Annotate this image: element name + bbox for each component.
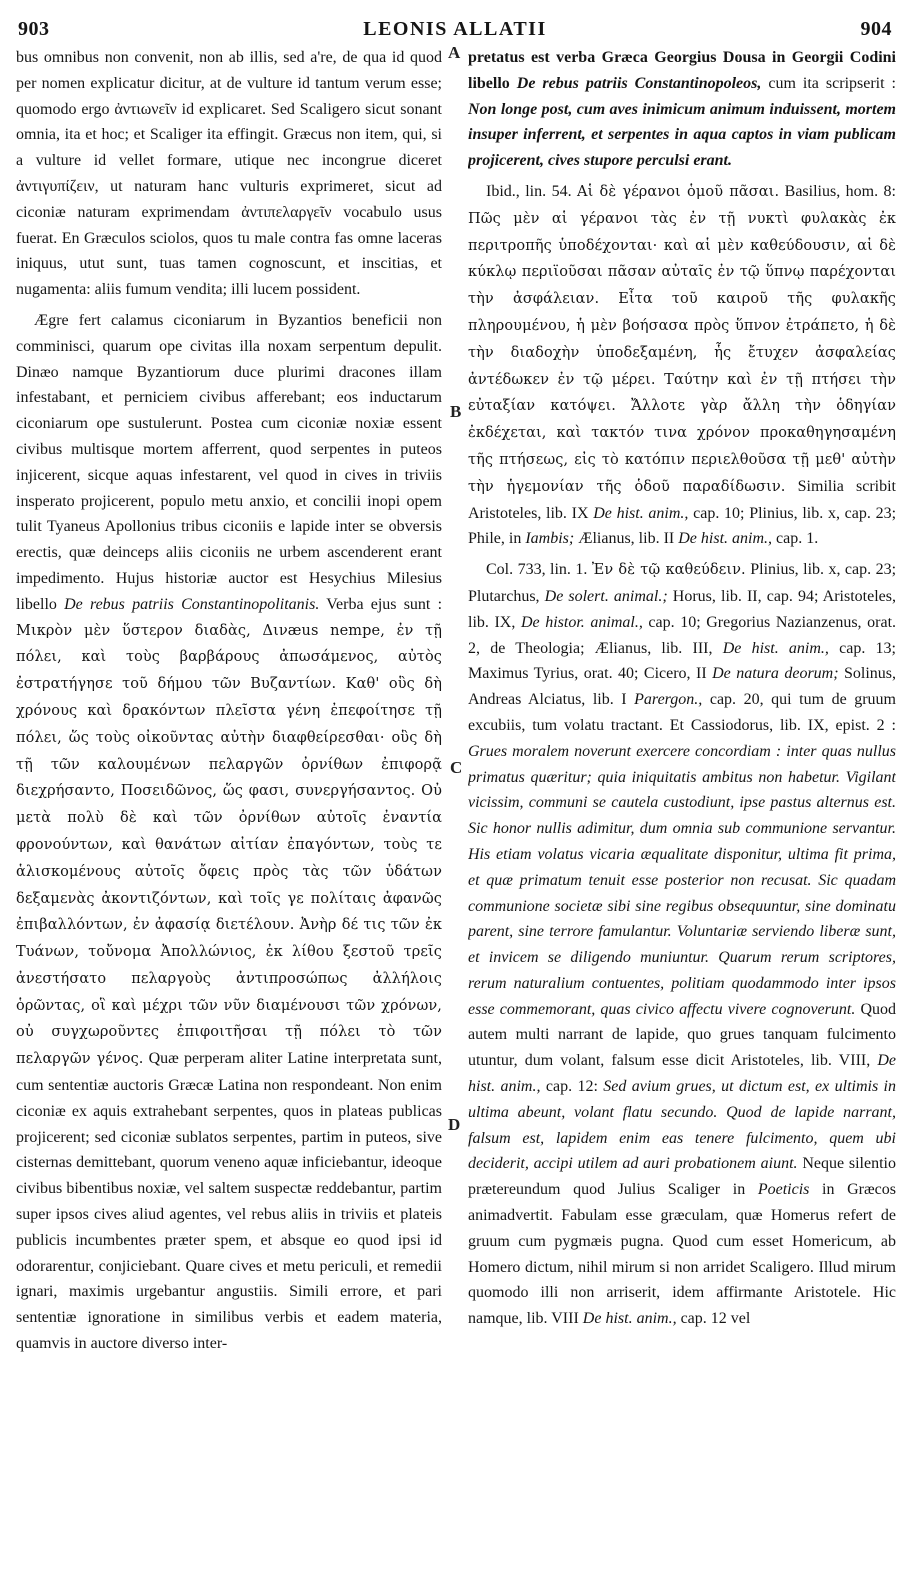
left-p2-verba: Verba ejus sunt : [326,595,442,613]
right-p3-aristotle-quote: Sed avium grues, ut dictum est, ex ultimis in ultima abeunt, volant flatu secundo. Quod de lapide narrant, falsum est, lapidem enim eas tenere fulcimento, quem ubi deciderit, accipi utilem ad auri probationem aiunt. [468,1078,896,1173]
right-p3-text-f: cap. 20, qui tum de gruum excubiis, tum volatu tractant. Et Cassiodorus, lib. IX, epist. 2 : [468,691,896,734]
right-p2-lemma: Αἱ δὲ γέρανοι ὁμοῦ πᾶσαι. [577,183,780,200]
left-p3-text: Quæ perperam aliter Latine interpretata sunt, cum sententiæ auctoris Græcæ Latina non respondeant. Non enim ciconiæ ex aquis extrahebant serpentes, quos in plateas publicas projicerent; sed ciconiæ sublatos serpentes, partim in puteos, sive cisternas demittebant, quorum veneno aquæ inficiebantur, ideoque civibus bibentibus noxiæ, vel saltem suspectæ reddebantur, partim super ipsos cives aliud agentes, vel rebus aliis in triviis et plateis publicis incumbentes præter spem, et absque eo quod ipsi id odorarentur, conjiciebant. Quare cives et metu periculi, et remedii ignari, maximis urgebantur angustiis. Simili errore, et pari sententiæ ignoratione in similibus verbis et eadem materia, quamvis in auctore diverso inter- [16,1050,442,1353]
right-p2-text-c: cap. 10; Plinius, lib. x, cap. 23; Phile, in [468,504,896,548]
right-p2-text-b: Similia scribit Aristoteles, lib. IX [468,477,896,522]
right-p2-ref: Ibid., lin. 54. [486,182,572,200]
right-p1-title: De rebus patriis Constantinopoleos, [516,74,762,92]
right-p3-title-2: De histor. animal., [520,613,643,631]
right-paragraph-1 [468,45,896,174]
right-p3-text-g: Quod autem multi narrant de lapide, quo grues tanquam fulcimento utuntur, dum volant, falsum esse dicit Aristoteles, lib. VIII, [468,1000,896,1070]
left-greek-quote: Μικρὸν μὲν ὕστερον διαδὰς, Δινæus nempe, ἐν τῇ πόλει, καὶ τοὺς βαρβάρους ἀπωσάμενος, αὐτὸς ἐστρατήγησε τοῦ δήμου τῶν Βυζαντίων. Καθ' οὓς δὴ χρόνους καὶ δρακόντων πλεῖστα γένη ἐπεφοίτησε τῇ πόλει, ὥς τοὺς οἰκοῦντας αὐτὴν διαφθείρεσθαι· οὓς δὴ τῇ τῶν καλουμένων πελαργῶν ὀρνίθων ἐπιφορᾷ διεχρήσαντο, Ποσειδῶνος, ὥς φασι, συνεργήσαντος. Οὐ μετὰ πολὺ δὲ καὶ τῶν ὀρνίθων αὐτοῖς ἐναντία φρονούντων, καὶ θανάτων αἰτίαν ἐπαγόντων, τοὺς τε ἁλισκομένους αὐτοῖς ὄφεις πρὸς τὰς τῶν ὑδάτων δεξαμενὰς ἀκοντιζόντων, καὶ τοῖς γε πολίταις ἀφανῶς ἐπιβαλλόντων, ἐν ἀφασίᾳ διετέλουν. Ἀνὴρ δέ τις τῶν ἐκ Τυάνων, τοὔνομα Ἀπολλώνιος, ἐκ λίθου ξεστοῦ τρεῖς ἀνεστήσατο πελαργοὺς ἀντιπροσώπως ἀλλήλοις ὁρῶντας, οἳ καὶ μέχρι τῶν νῦν διαμένουσι τῶν χρόνων, οὐ συγχωροῦντες ἐπιφοιτῆσαι τῇ πόλει τὸ τῶν πελαργῶν γένος. [16,622,442,1068]
right-p3-ref: Col. 733, lin. 1. [486,561,588,579]
right-p2-text-a: Basilius, hom. 8: [784,182,896,200]
right-p2-greek: Πῶς μὲν αἱ γέρανοι τὰς ἐν τῇ νυκτὶ φυλακὰς ἐκ περιτροπῆς ὑποδέχονται· καὶ αἱ μὲν καθεύδουσιν, αἱ δὲ κύκλῳ περιϊοῦσαι πᾶσαν αὐταῖς ἐν τῷ ὕπνῳ παρέχονται τὴν ἀσφάλειαν. Εἶτα τοῦ καιροῦ τῆς φυλακῆς πληρουμένου, ἡ μὲν βοήσασα πρὸς ὕπνον ἐτράπετο, ἡ δὲ τὴν διαδοχὴν ὑποδεξαμένη, ἧς ἔτυχεν ἀσφαλείας ἀντέδωκεν ἐν τῷ μέρει. Ταύτην καὶ ἐν τῇ πτήσει τὴν εὐταξίαν κατόψει. Ἄλλοτε γὰρ ἄλλη τὴν ὁδηγίαν ἐκδέχεται, καὶ τακτόν τινα χρόνον προκαθηγησαμένη τῆς πτήσεως, εἰς τὸ κατόπιν περιελθοῦσα τῇ μεθ' αὐτὴν τὴν ἡγεμονίαν τῆς ὁδοῦ παραδίδωσιν. [468,210,896,495]
right-p2-text-d: Ælianus, lib. II [578,530,675,548]
right-p2-text-e: cap. 1. [776,530,819,548]
right-p3-text-k: cap. 12 vel [680,1310,751,1328]
left-p2-title: De rebus patriis Constantinopolitanis. [64,595,320,613]
right-p3-title-7: Poeticis [757,1181,810,1199]
right-p3-title-3: De hist. anim., [722,639,829,657]
right-p2-title-3: De hist. anim., [678,530,773,548]
right-p3-text-i: Neque silentio prætereundum quod Julius Scaliger in [468,1155,896,1199]
right-p1-text: pretatus est verba Græca Georgius Dousa in Georgii Codini libello [468,49,896,92]
right-p3-text-a: Plinius, lib. x, cap. 23; Plutarchus, [468,561,896,605]
right-p2-title-2: Iambis; [525,530,575,548]
margin-letter-b: B [450,402,462,421]
margin-letter-a: A [448,43,461,62]
right-p3-title-4: De natura deorum; [712,665,839,683]
right-column [468,45,896,1559]
right-p3-text-j: in Græcos animadvertit. Fabulam esse græculam, quæ Homerus refert de gruum cum pygmæis pugna. Quod cum esset Homericum, ab Homero dictum, nihil mirum si non arridet Scaligero. Illud mirum quomodo illi non arriserit, idem affirmante Aristotele. Hic namque, lib. VIII [468,1181,896,1328]
right-p3-text-e: Solinus, Andreas Alciatus, lib. I [468,665,896,709]
right-p3-text-d: cap. 13; Maximus Tyrius, orat. 40; Cicero, II [468,639,896,683]
left-paragraph-2 [16,308,442,1357]
right-p3-cassiodorus-quote: Grues moralem noverunt exercere concordiam : inter quas nullus primatus quæritur; quia iniquitatis ambitus non habetur. Vigilant vicissim, communi se cautela custodiunt, ipse pastus alternus est. Sic honor nullis adimitur, dum omnia sub communione servantur. His etiam volatus vicaria æqualitate disponitur, ultima fit prima, et quæ primatum tenuit esse posterior non recusat. Sic quadam communione societæ sibi sine regibus obsequuntur, sine dominatu parent, sine terrore famulantur. Voluntariæ serviendo liberæ sunt, et invicem se diligendo muniuntur. Quarum rerum scriptores, rerum naturalium contuentes, politiam quodammodo inter ipsos esse commemorant, quas civico affectu vivere cognoverunt. [468,742,896,1018]
right-p3-lemma: Ἐν δὲ τῷ καθεύδειν. [591,562,746,579]
margin-letter-c: C [450,758,463,777]
left-p2-text: Ægre fert calamus ciconiarum in Byzantios beneficii non comminisci, quarum ope civitas illa noxam serpentum depulit. Dinæo namque Byzantiorum duce plurimi dracones illam infestabant, et perniciem civibus afferebant; eos inductarum ciconiarum ope sustulerunt. Postea cum ciconiæ noxiæ essent civibus multisque mortem afferrent, quod serpentes in puteos injicerent, sicque aquas infestarent, vel quod in cives in triviis insperato projicerent, populo metu anxio, et concilii inopi opem tulit Tyaneus Apollonius tribus ciconiis e lapide inter se obversis erectis, quæ deinceps aliis ciconiis ne urbem ascenderent erant impedimento. Hujus historiæ auctor est Hesychius Milesius libello [16,311,442,613]
right-p1-scripsit: cum ita scripserit : [768,74,896,92]
right-paragraph-2 [468,179,896,552]
right-p3-title-6: De hist. anim., [468,1052,896,1096]
left-paragraph-1: bus omnibus non convenit, non ab illis, sed a're, de qua id quod per nomen explicatur dicitur, at de vulture id tantum verum esse; quomodo ergo ἀντιωνεῖν id explicaret. Sed Scaligero sicut sonant omnia, ita et hoc; et Scaliger ita effingit. Græcus non item, qui, si a vulture id vellet formare, utique nec incongrue diceret ἀντιγυπίζειν, ut naturam hanc vulturis exprimeret, sicut ad ciconiæ naturam exprimendam ἀντιπελαργεῖν vocabulo usus fuerat. En Græculos sciolos, quos tu male contra fas omne laceras iniquus, utut sunt, tuas tamen cognoscunt, et inscitias, et nugamenta: aliis fumum vendita; illi lucem possident. [16,49,442,299]
page-number-right: 904 [860,18,892,40]
right-p3-title-1: De solert. animal.; [544,587,668,605]
right-paragraph-3 [468,557,896,1332]
left-column [16,45,442,1559]
right-p3-text-h: cap. 12: [545,1078,598,1096]
right-p2-title-1: De hist. anim., [593,504,689,522]
running-title: LEONIS ALLATII [363,18,547,40]
right-p3-text-b: Horus, lib. II, cap. 94; Aristoteles, lib. IX, [468,587,896,631]
right-p3-title-8: De hist. anim., [582,1310,677,1328]
right-p1-quote: Non longe post, cum aves inimicum animum induissent, mortem insuper inferrent, et serpentes in aqua captos in viam publicam projicerent, cives stupore perculsi erant. [468,100,896,170]
right-p3-title-5: Parergon., [634,691,703,709]
page-number-left: 903 [18,18,50,40]
right-p3-text-c: cap. 10; Gregorius Nazianzenus, orat. 2, de Theologia; Ælianus, lib. III, [468,613,896,657]
margin-letter-d: D [448,1115,461,1134]
